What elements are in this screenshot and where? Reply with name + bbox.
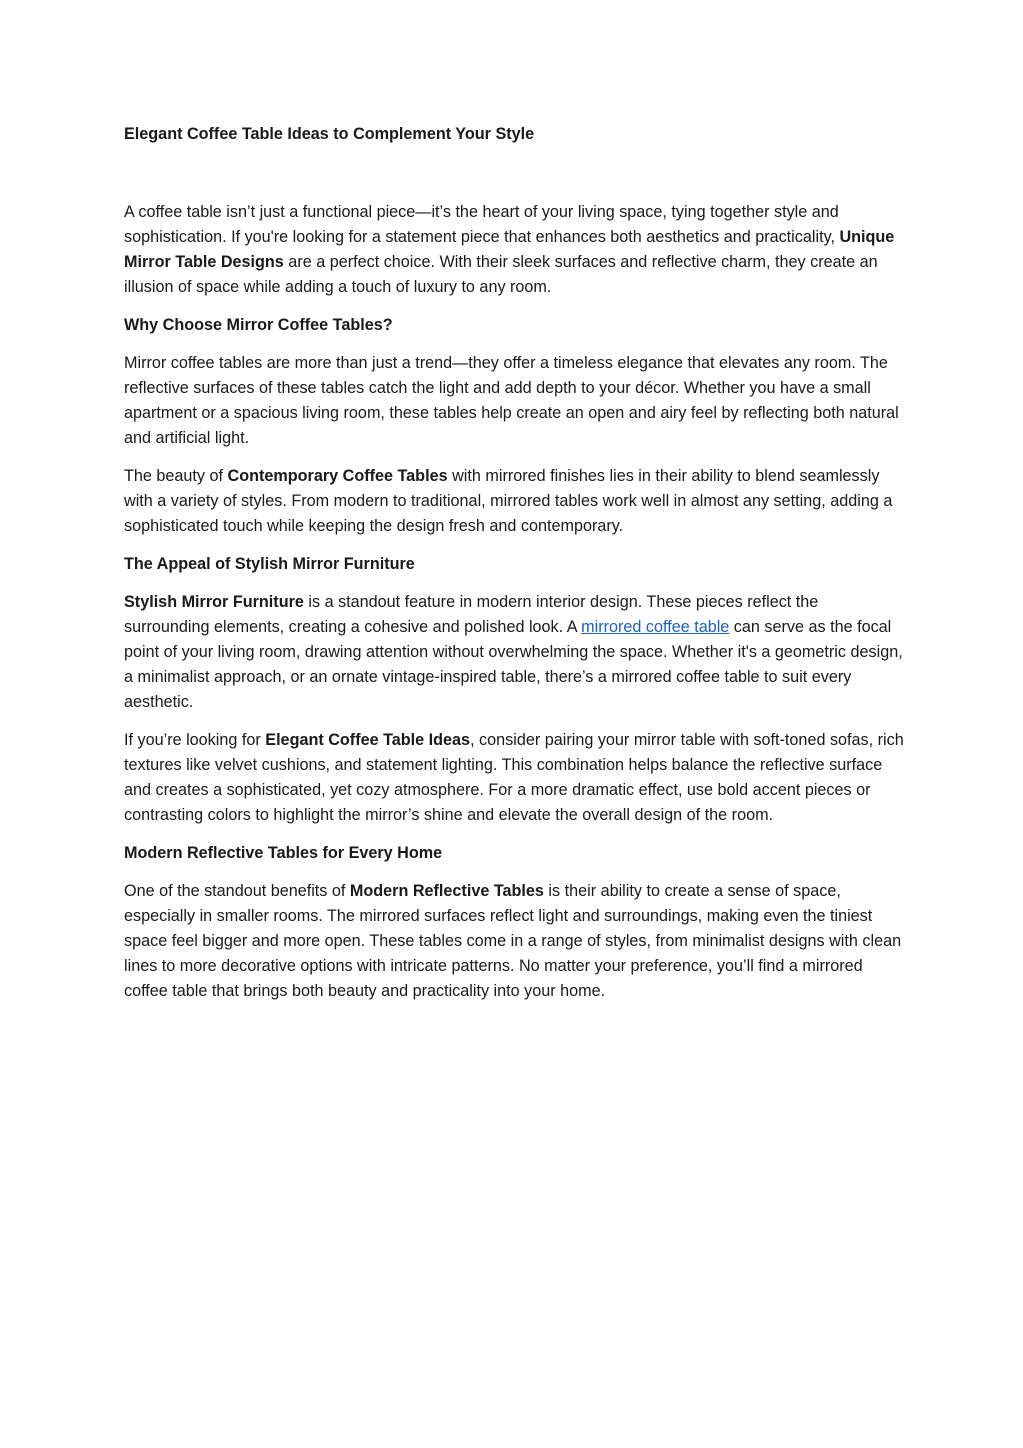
intro-paragraph xyxy=(124,200,904,300)
mirrored-coffee-table-link[interactable]: mirrored coffee table xyxy=(581,618,730,636)
section-heading-why-choose: Why Choose Mirror Coffee Tables? xyxy=(124,316,393,334)
section2-paragraph-2 xyxy=(124,728,904,828)
intro-text-1: A coffee table isn’t just a functional piece—it’s the heart of your living space, tying together style and sophistication. If you're looking for a statement piece that enhances both aesthetics and practicality, xyxy=(124,203,840,246)
document-title: Elegant Coffee Table Ideas to Complement Your Style xyxy=(124,125,535,143)
section1-p2-text-1: The beauty of xyxy=(124,467,228,485)
section2-p2-bold-1: Elegant Coffee Table Ideas xyxy=(265,731,471,749)
section3-p1-bold-1: Modern Reflective Tables xyxy=(349,882,544,900)
intro-text-2: are a perfect choice. With their sleek surfaces and reflective charm, they create an illusion of space while adding a touch of luxury to any room. xyxy=(124,253,878,296)
section-heading-modern-reflective: Modern Reflective Tables for Every Home xyxy=(124,844,443,862)
section1-paragraph-2 xyxy=(124,464,904,539)
section1-paragraph-1: Mirror coffee tables are more than just a trend—they offer a timeless elegance that elevates any room. The reflective surfaces of these tables catch the light and add depth to your décor. Whether you have a small apartment or a spacious living room, these tables help create an open and airy feel by reflecting both natural and artificial light. xyxy=(124,354,899,447)
section2-p2-text-2: , consider pairing your mirror table with soft-toned sofas, rich textures like velvet cushions, and statement lighting. This combination helps balance the reflective surface and creates a sophisticated, yet cozy atmosphere. For a more dramatic effect, use bold accent pieces or contrasting colors to highlight the mirror’s shine and elevate the overall design of the room. xyxy=(124,731,904,824)
section2-paragraph-1 xyxy=(124,590,904,715)
section2-p1-text-2: can serve as the focal point of your living room, drawing attention without overwhelming the space. Whether it's a geometric design, a minimalist approach, or an ornate vintage-inspired table, there’s a mirrored coffee table to suit every aesthetic. xyxy=(124,618,903,711)
section1-p2-bold-1: Contemporary Coffee Tables xyxy=(227,467,448,485)
section2-p1-text-1: is a standout feature in modern interior design. These pieces reflect the surrounding elements, creating a cohesive and polished look. A xyxy=(124,593,819,636)
section3-p1-text-1: One of the standout benefits of xyxy=(124,882,350,900)
section2-p2-text-1: If you’re looking for xyxy=(124,731,266,749)
section1-p2-text-2: with mirrored finishes lies in their ability to blend seamlessly with a variety of styles. From modern to traditional, mirrored tables work well in almost any setting, adding a sophisticated touch while keeping the design fresh and contemporary. xyxy=(124,467,893,535)
section3-p1-text-2: is their ability to create a sense of space, especially in smaller rooms. The mirrored surfaces reflect light and surroundings, making even the tiniest space feel bigger and more open. These tables come in a range of styles, from minimalist designs with clean lines to more decorative options with intricate patterns. No matter your preference, you’ll find a mirrored coffee table that brings both beauty and practicality into your home. xyxy=(124,882,902,1000)
intro-bold-1: Unique Mirror Table Designs xyxy=(124,228,895,271)
section2-p1-bold-1: Stylish Mirror Furniture xyxy=(124,593,304,611)
section-heading-appeal: The Appeal of Stylish Mirror Furniture xyxy=(124,555,415,573)
document-page xyxy=(124,122,904,1017)
section3-paragraph-1 xyxy=(124,879,904,1004)
